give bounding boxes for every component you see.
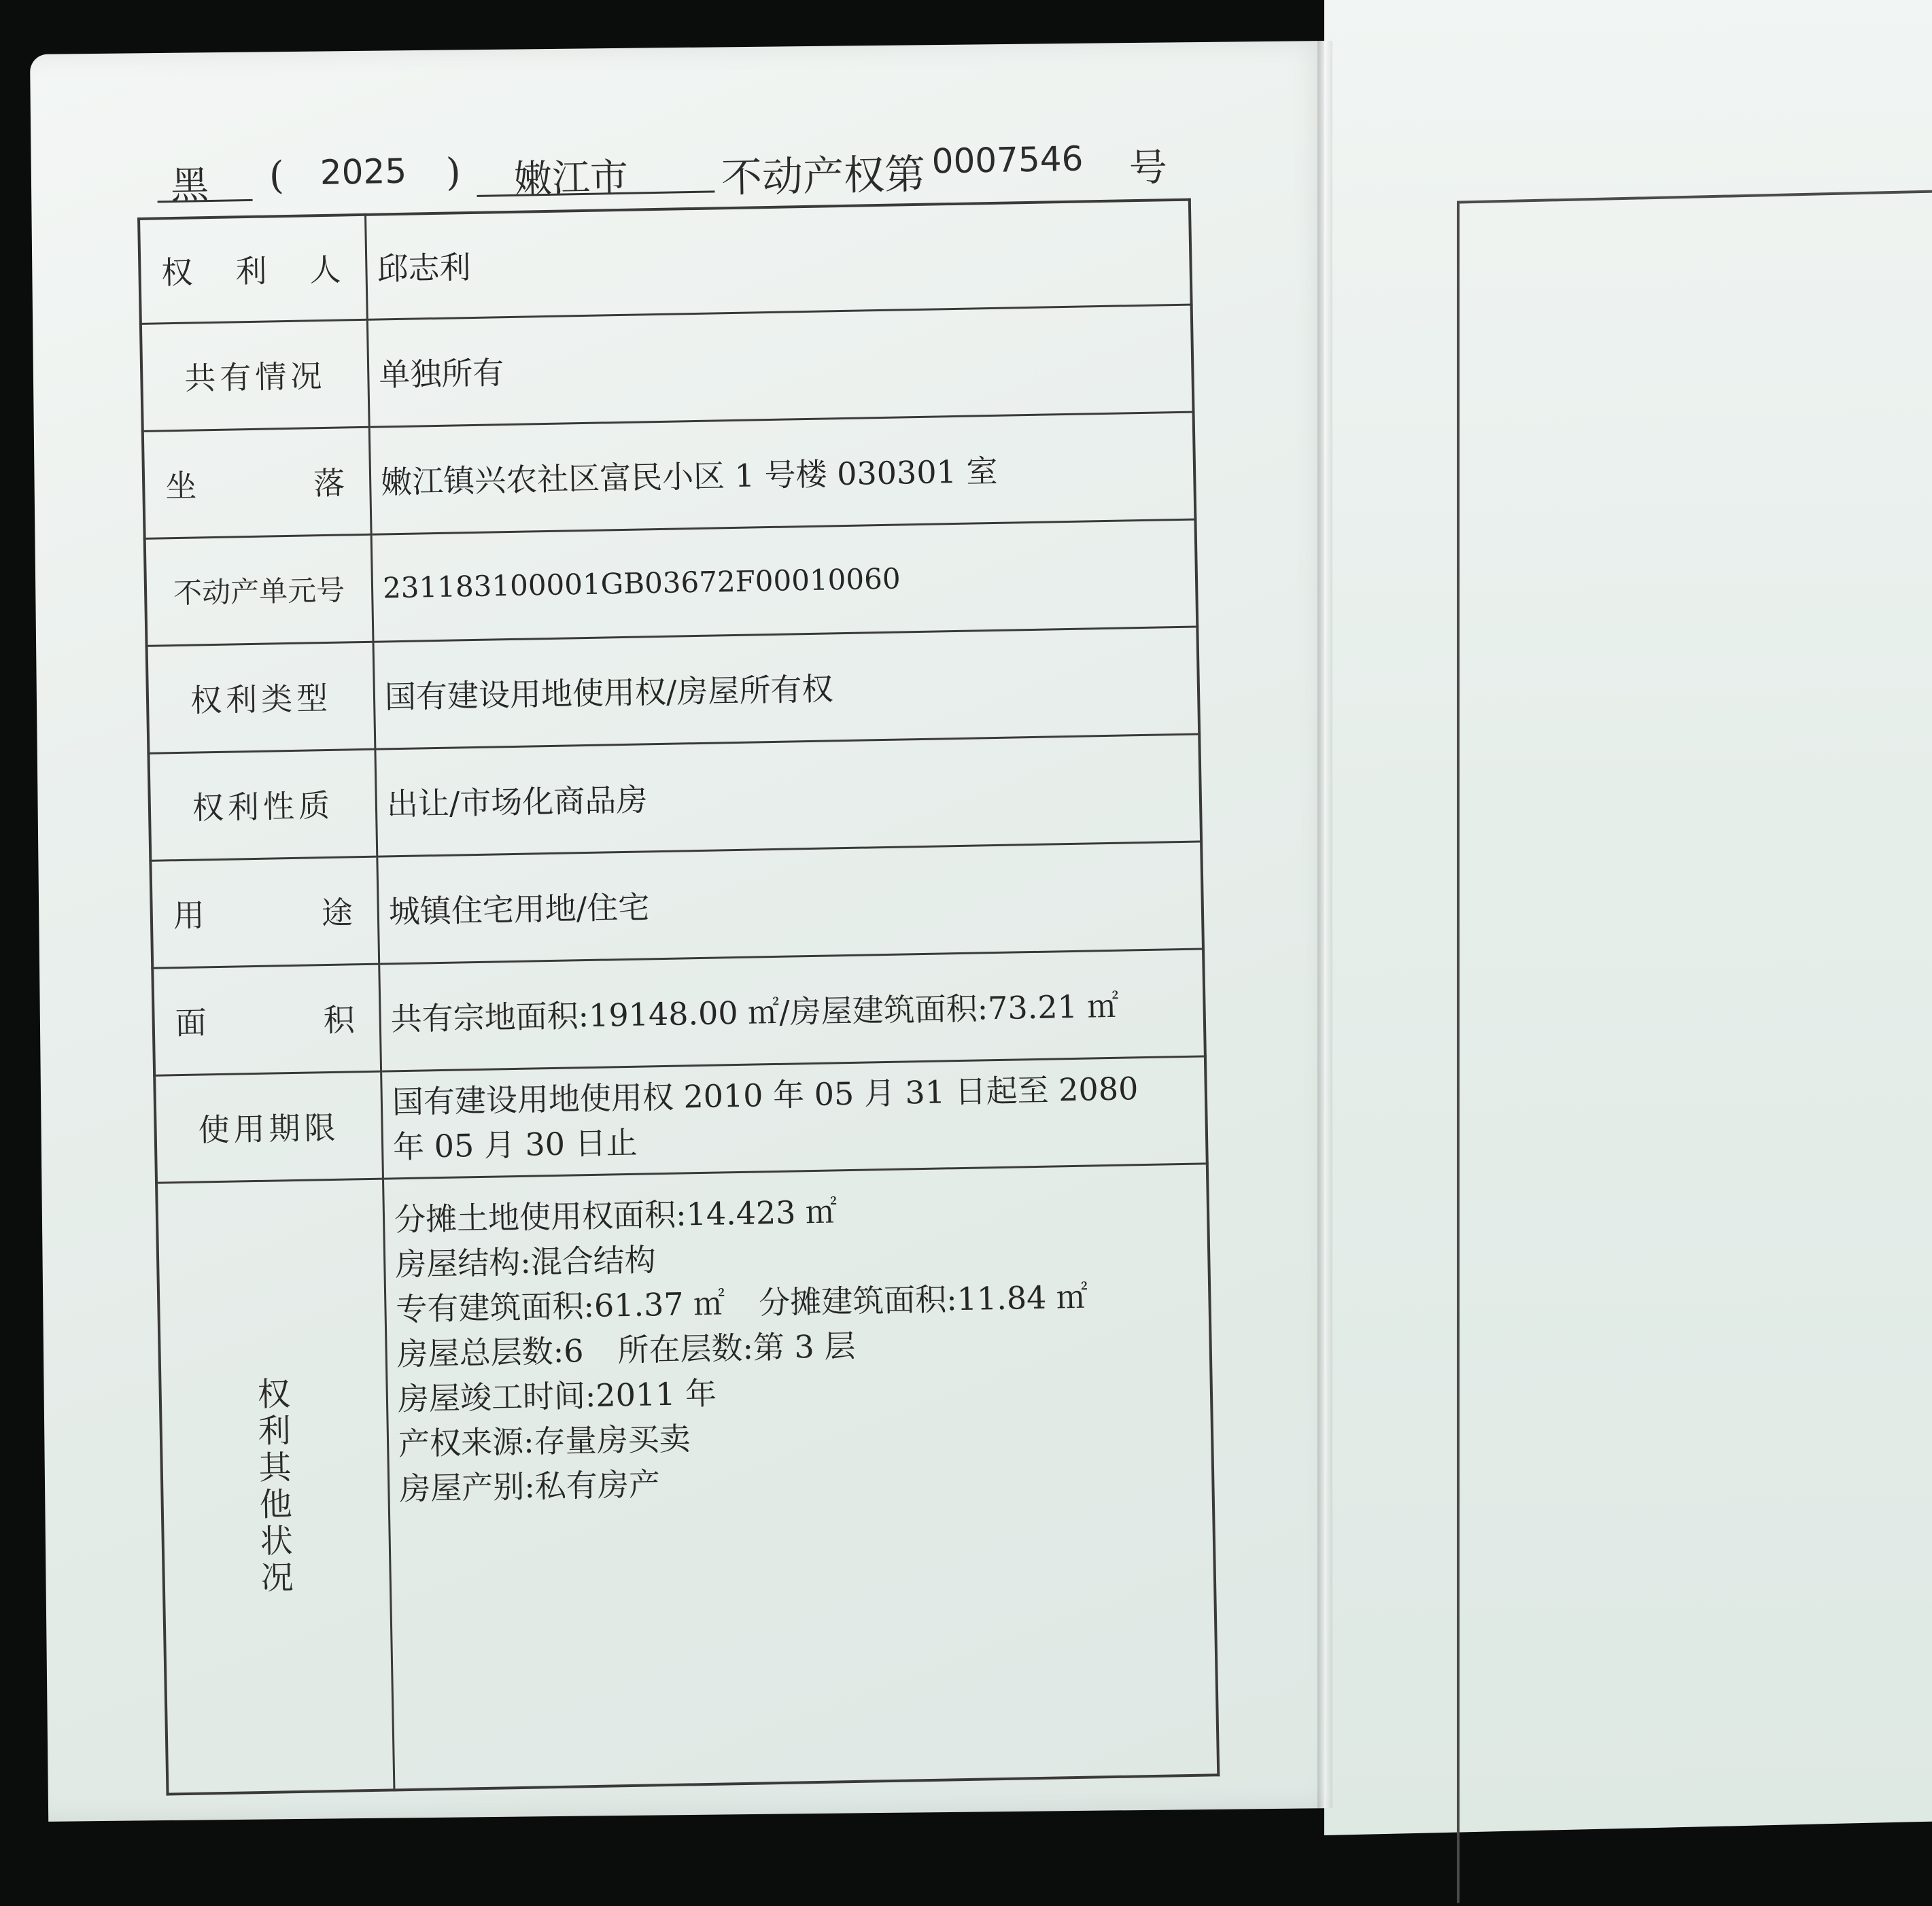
- located-floor: 所在层数:第 3 层: [617, 1327, 856, 1368]
- label-usage: 用途: [150, 856, 379, 968]
- row-location: [143, 412, 1196, 538]
- row-right-nature: [148, 733, 1201, 860]
- province-abbr: 黑: [170, 163, 209, 209]
- label-holder: 权利人: [139, 215, 367, 324]
- label-location: 坐落: [143, 427, 371, 538]
- right-page-frame: [1457, 188, 1932, 1903]
- value-area: 共有宗地面积:19148.00 ㎡/房屋建筑面积:73.21 ㎡: [379, 948, 1205, 1071]
- value-unit-number: 231183100001GB03672F00010060: [371, 519, 1197, 642]
- shared-land-area: 分摊土地使用权面积:14.423 ㎡: [394, 1192, 838, 1238]
- label-right-type: 权利类型: [147, 642, 375, 753]
- label-unit-number: 不动产单元号: [145, 534, 373, 646]
- label-ownership: 共有情况: [141, 319, 369, 431]
- label-right-nature: 权利性质: [148, 749, 377, 861]
- label-other-char: 状: [260, 1521, 294, 1561]
- row-other-status: [156, 1163, 1218, 1794]
- row-ownership: [141, 305, 1194, 431]
- value-location: 嫩江镇兴农社区富民小区 1 号楼 030301 室: [369, 412, 1195, 534]
- shared-building-area: 分摊建筑面积:11.84 ㎡: [758, 1278, 1088, 1321]
- number-suffix: 号: [1128, 145, 1168, 191]
- total-floors: 房屋总层数:6: [396, 1332, 584, 1372]
- label-other-char: 利: [258, 1411, 292, 1451]
- open-paren: (: [269, 154, 285, 198]
- value-term: 国有建设用地使用权 2010 年 05 月 31 日起至 2080 年 05 月 30 日止: [381, 1056, 1207, 1178]
- value-usage: 城镇住宅用地/住宅: [377, 841, 1203, 963]
- row-usage: [150, 841, 1203, 967]
- cert-number: 0007546: [931, 139, 1084, 181]
- value-right-type: 国有建设用地使用权/房屋所有权: [373, 627, 1199, 749]
- label-other-char: 况: [260, 1558, 294, 1597]
- row-area: [152, 948, 1205, 1075]
- value-ownership: 单独所有: [367, 305, 1193, 427]
- property-source: 产权来源:存量房买卖: [398, 1419, 691, 1462]
- certificate-page: [136, 123, 1254, 1795]
- value-right-nature: 出让/市场化商品房: [375, 733, 1201, 856]
- row-holder: [139, 200, 1192, 324]
- label-other-char: 他: [259, 1485, 293, 1524]
- row-term: [154, 1056, 1207, 1182]
- exclusive-area: 专有建筑面积:61.37 ㎡: [396, 1284, 725, 1328]
- label-other-char: 权: [257, 1374, 291, 1414]
- value-other-status: [383, 1163, 1218, 1790]
- cert-label: 不动产权第: [721, 150, 926, 203]
- city: 嫩江市: [513, 155, 629, 202]
- property-rights-table: [137, 198, 1220, 1796]
- label-area: 面积: [152, 964, 381, 1075]
- close-paren: ): [445, 150, 462, 195]
- label-other-status: [156, 1179, 394, 1794]
- value-holder: 邱志利: [365, 200, 1191, 319]
- book-spine: [1317, 41, 1332, 1808]
- label-term: 使用期限: [154, 1071, 383, 1183]
- label-other-char: 其: [258, 1448, 292, 1487]
- row-unit-number: [145, 519, 1198, 646]
- property-category: 房屋产别:私有房产: [398, 1465, 661, 1507]
- right-page: [1324, 0, 1932, 1835]
- row-right-type: [147, 627, 1200, 753]
- completion-year: 房屋竣工时间:2011 年: [397, 1374, 717, 1417]
- building-structure: 房屋结构:混合结构: [394, 1241, 657, 1283]
- year: 2025: [320, 151, 407, 193]
